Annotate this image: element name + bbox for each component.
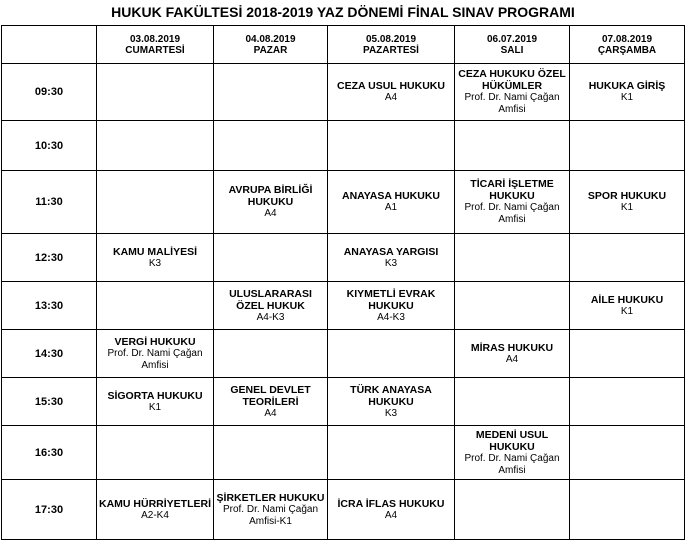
course-name: KAMU HÜRRİYETLERİ: [99, 497, 211, 510]
exam-cell: [97, 171, 214, 234]
time-cell: 11:30: [2, 171, 97, 234]
header-row: [2, 26, 685, 64]
day-header: [97, 26, 214, 64]
day-name: PAZAR: [253, 44, 288, 56]
room-label: A4-K3: [377, 311, 405, 323]
room-label: K1: [620, 305, 634, 317]
exam-cell: [455, 121, 570, 171]
time-slot-row: [2, 234, 685, 282]
exam-cell: [328, 480, 455, 540]
day-date: 06.07.2019: [486, 33, 538, 45]
room-label: A4: [264, 407, 277, 419]
course-name: SPOR HUKUKU: [587, 190, 667, 202]
time-cell: 09:30: [2, 64, 97, 121]
course-name: İCRA İFLAS HUKUKU: [337, 497, 445, 510]
exam-cell: [570, 64, 685, 121]
room-label: A4: [505, 353, 519, 365]
time-cell: 16:30: [2, 426, 97, 480]
exam-cell: [97, 64, 214, 121]
exam-cell: [328, 282, 455, 330]
exam-cell: [328, 426, 455, 480]
room-label: K3: [384, 257, 398, 269]
course-name: MİRAS HUKUKU: [470, 341, 554, 354]
day-name: SALI: [500, 44, 524, 56]
course-name: ŞİRKETLER HUKUKU: [216, 491, 325, 504]
day-date: 04.08.2019: [245, 33, 296, 45]
exam-cell: [455, 378, 570, 426]
day-header: [570, 26, 685, 64]
room-label: A4: [384, 509, 398, 521]
day-date: 07.08.2019: [601, 33, 653, 45]
exam-cell: [570, 330, 685, 378]
day-date: 03.08.2019: [129, 33, 181, 45]
time-cell: 13:30: [2, 282, 97, 330]
day-name: CUMARTESİ: [125, 44, 185, 56]
exam-cell: [214, 426, 328, 480]
exam-cell: [455, 330, 570, 378]
time-cell: 17:30: [2, 480, 97, 540]
time-slot-row: [2, 378, 685, 426]
course-name: KAMU MALİYESİ: [113, 245, 197, 258]
room-label: Prof. Dr. Nami Çağan Amfisi: [464, 92, 560, 115]
time-cell: 15:30: [2, 378, 97, 426]
time-slot-row: [2, 330, 685, 378]
exam-cell: [214, 282, 328, 330]
room-label: K1: [620, 202, 634, 213]
exam-cell: [455, 426, 570, 480]
exam-cell: [328, 64, 455, 121]
exam-cell: [214, 64, 328, 121]
day-header: [328, 26, 455, 64]
room-label: A4: [384, 92, 398, 103]
exam-cell: [455, 64, 570, 121]
exam-cell: [570, 378, 685, 426]
exam-cell: [328, 378, 455, 426]
course-name: AİLE HUKUKU: [590, 293, 664, 306]
exam-cell: [97, 234, 214, 282]
day-date: 05.08.2019: [365, 33, 417, 45]
day-name: ÇARŞAMBA: [597, 44, 657, 56]
exam-cell: [214, 121, 328, 171]
time-cell: 12:30: [2, 234, 97, 282]
exam-cell: [570, 171, 685, 234]
course-name: TİCARİ İŞLETME HUKUKU: [470, 178, 554, 202]
room-label: Prof. Dr. Nami Çağan Amfisi: [464, 202, 560, 225]
exam-cell: [214, 378, 328, 426]
room-label: Prof. Dr. Nami Çağan Amfisi: [107, 347, 203, 371]
exam-cell: [97, 330, 214, 378]
exam-cell: [455, 480, 570, 540]
day-name: PAZARTESİ: [363, 44, 419, 56]
time-slot-row: [2, 426, 685, 480]
course-name: GENEL DEVLET TEORİLERİ: [230, 383, 311, 408]
time-slot-row: [2, 64, 685, 121]
exam-cell: [455, 234, 570, 282]
exam-cell: [214, 171, 328, 234]
exam-cell: [97, 378, 214, 426]
course-name: MEDENİ USUL HUKUKU: [475, 428, 549, 453]
room-label: A2-K4: [141, 509, 169, 521]
room-label: A1: [384, 202, 398, 213]
room-label: A4-K3: [256, 311, 285, 323]
exam-cell: [328, 234, 455, 282]
exam-cell: [570, 121, 685, 171]
day-header: [455, 26, 570, 64]
room-label: K3: [148, 257, 162, 269]
exam-cell: [328, 121, 455, 171]
course-name: SİGORTA HUKUKU: [107, 389, 203, 402]
day-header: [214, 26, 328, 64]
room-label: Prof. Dr. Nami Çağan Amfisi-K1: [222, 503, 319, 527]
exam-cell: [328, 330, 455, 378]
exam-cell: [97, 426, 214, 480]
course-name: CEZA HUKUKU ÖZEL HÜKÜMLER: [458, 68, 566, 92]
course-name: ULUSLARARASI ÖZEL HUKUK: [229, 287, 312, 312]
exam-cell: [328, 171, 455, 234]
room-label: K1: [620, 92, 634, 103]
exam-cell: [214, 330, 328, 378]
exam-cell: [214, 234, 328, 282]
course-name: AVRUPA BİRLİĞİ HUKUKU: [228, 184, 313, 208]
course-name: ANAYASA HUKUKU: [341, 190, 441, 202]
exam-cell: [455, 282, 570, 330]
course-name: CEZA USUL HUKUKU: [337, 80, 445, 92]
exam-cell: [570, 480, 685, 540]
exam-cell: [214, 480, 328, 540]
exam-cell: [97, 480, 214, 540]
exam-cell: [570, 282, 685, 330]
exam-cell: [570, 234, 685, 282]
room-label: Prof. Dr. Nami Çağan Amfisi: [464, 452, 560, 476]
course-name: VERGİ HUKUKU: [114, 335, 196, 348]
time-cell: 10:30: [2, 121, 97, 171]
room-label: K1: [148, 401, 162, 413]
time-slot-row: [2, 480, 685, 540]
corner-cell: [2, 26, 97, 64]
course-name: KIYMETLİ EVRAK HUKUKU: [346, 287, 436, 312]
course-name: HUKUKA GİRİŞ: [588, 80, 666, 92]
exam-cell: [570, 426, 685, 480]
exam-cell: [97, 282, 214, 330]
time-slot-row: [2, 282, 685, 330]
exam-schedule-table: [1, 25, 685, 540]
course-name: ANAYASA YARGISI: [343, 245, 439, 258]
exam-cell: [97, 121, 214, 171]
time-cell: 14:30: [2, 330, 97, 378]
page-title: HUKUK FAKÜLTESİ 2018-2019 YAZ DÖNEMİ FİNAL SINAV PROGRAMI: [111, 4, 575, 20]
time-slot-row: [2, 171, 685, 234]
course-name: TÜRK ANAYASA HUKUKU: [350, 383, 432, 408]
room-label: A4: [264, 208, 277, 219]
room-label: K3: [384, 407, 398, 419]
exam-cell: [455, 171, 570, 234]
time-slot-row: [2, 121, 685, 171]
